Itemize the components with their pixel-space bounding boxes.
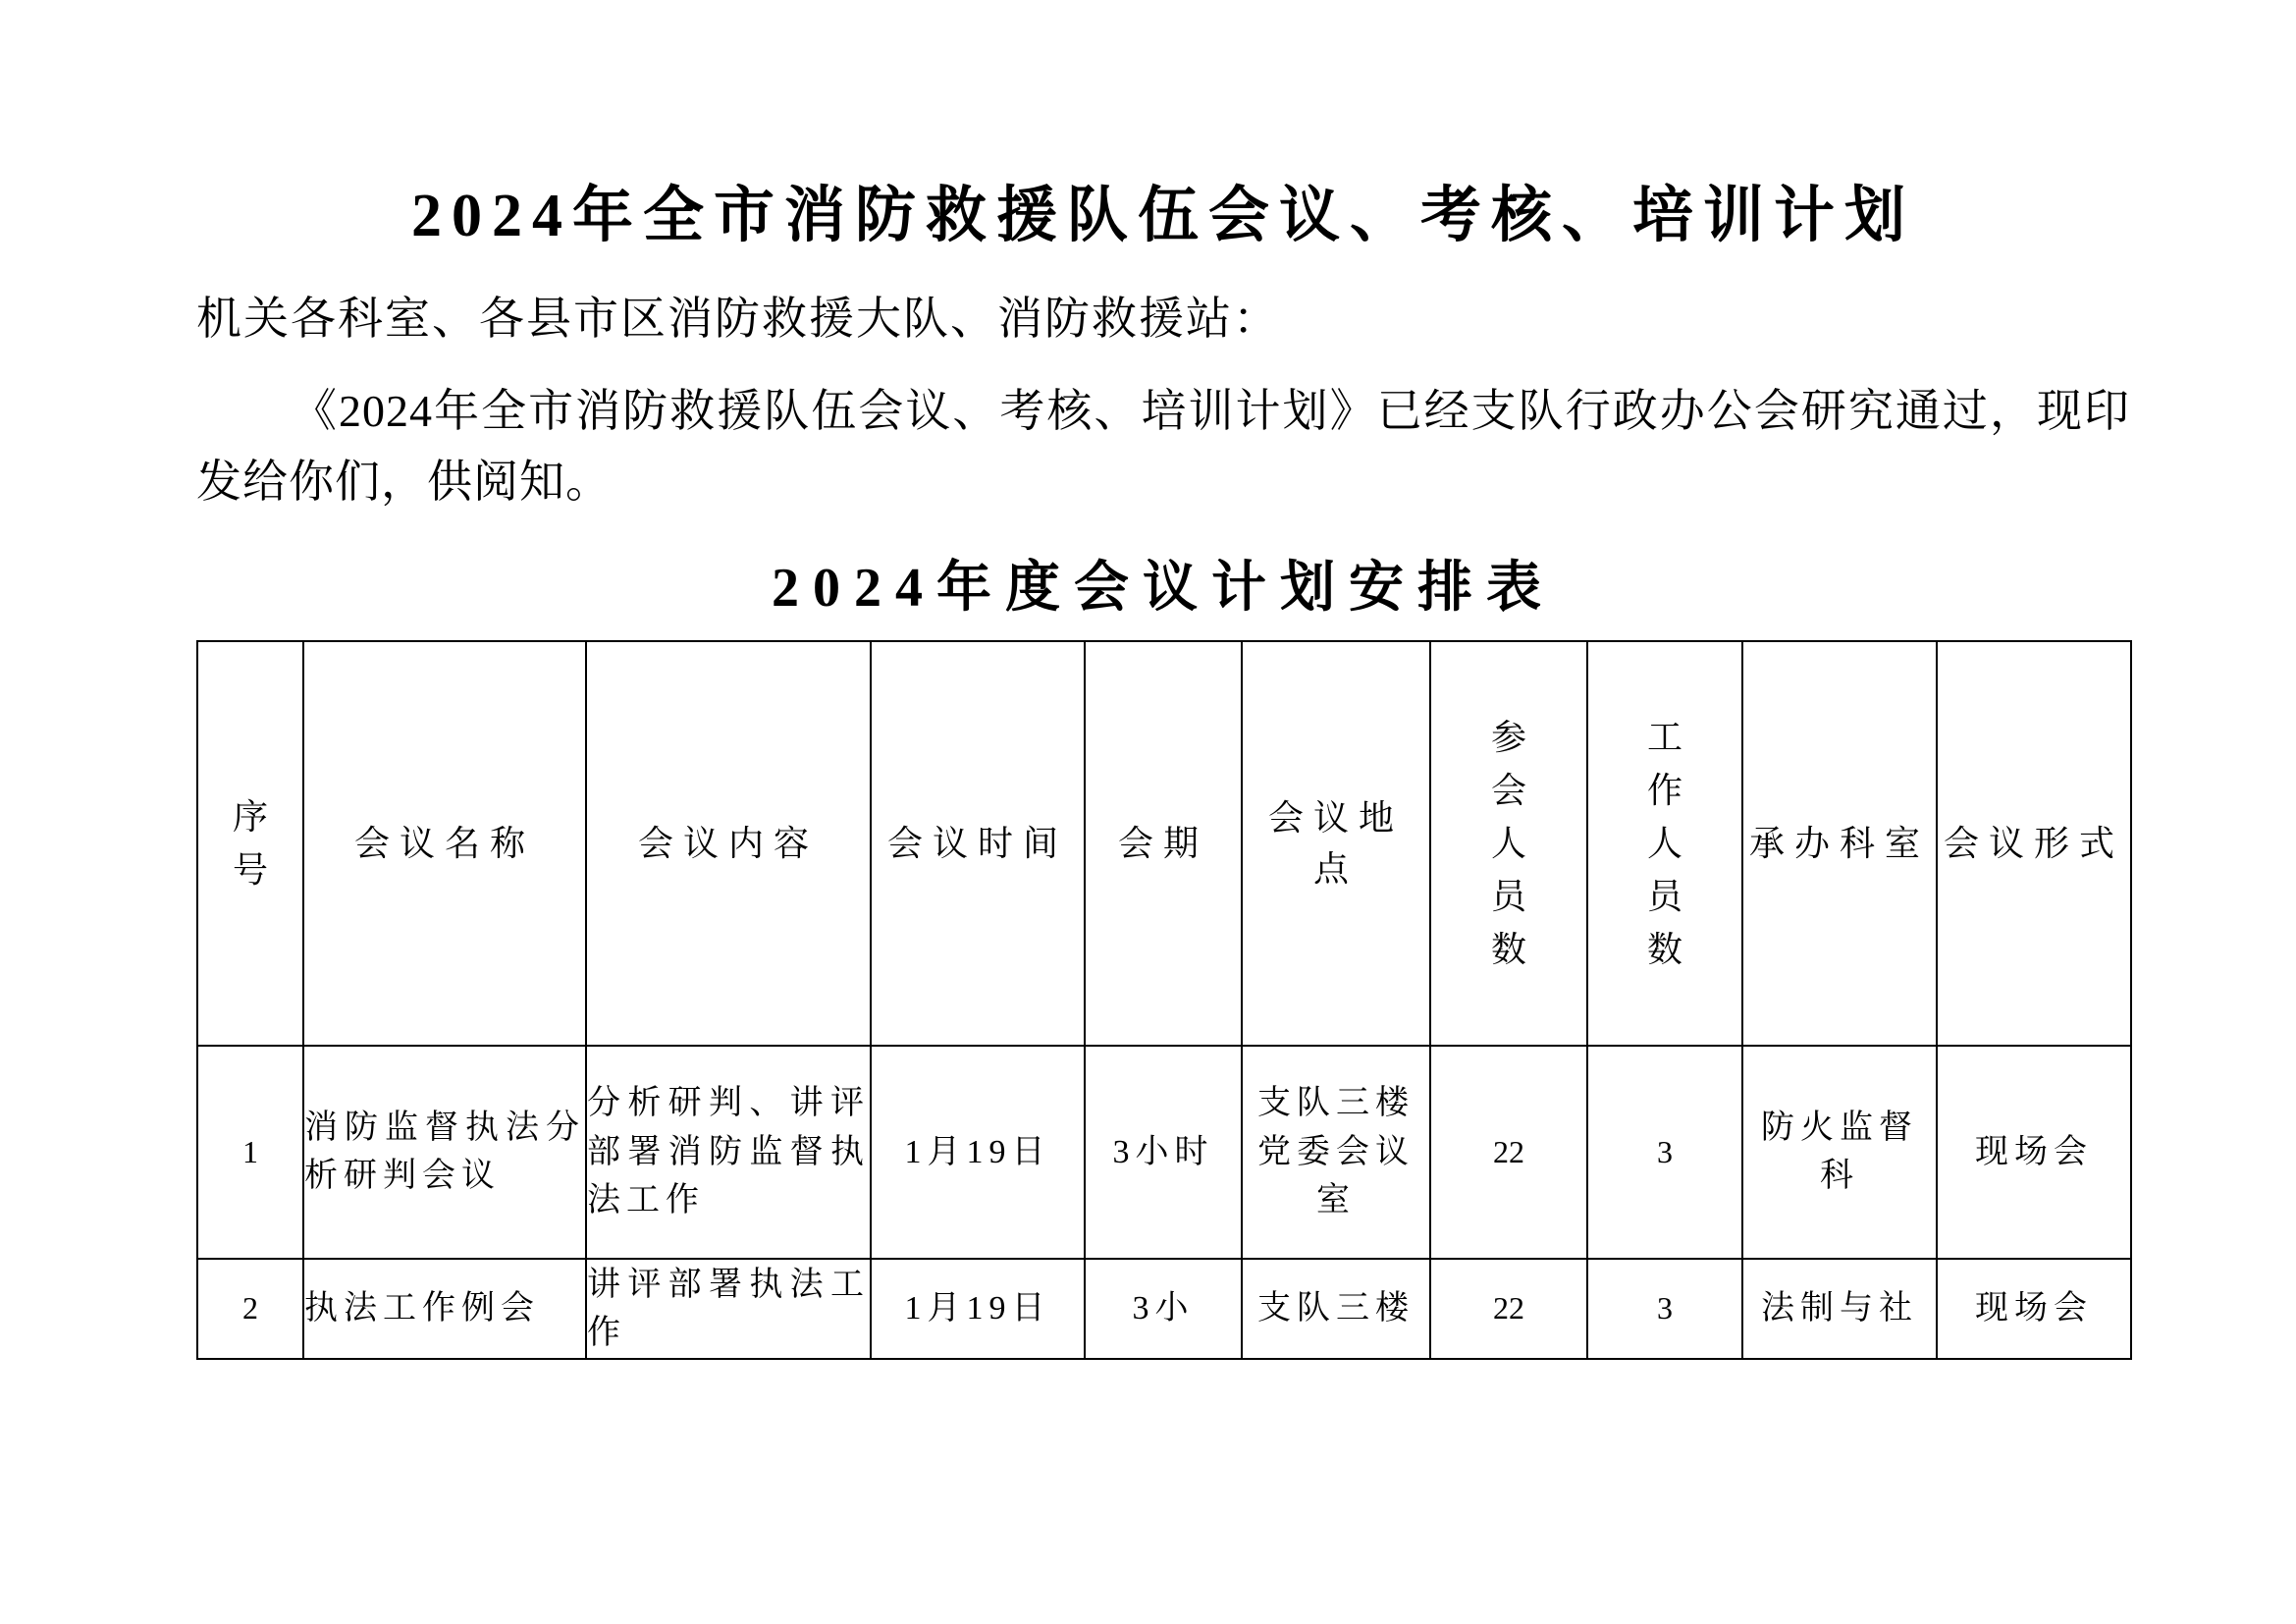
header-char: 数 <box>1646 929 1682 969</box>
cell-attendees: 22 <box>1430 1046 1587 1259</box>
cell-content: 分析研判、讲评部署消防监督执法工作 <box>586 1046 871 1259</box>
table-header-cell-time: 会议时间 <box>871 641 1085 1046</box>
body-paragraph <box>196 376 2130 516</box>
table-header-cell-place: 会议地点 <box>1242 641 1430 1046</box>
header-char: 员 <box>1646 876 1682 916</box>
cell-duration: 3小 <box>1085 1259 1242 1359</box>
body-paragraph-text: 《2024年全市消防救援队伍会议、考核、培训计划》已经支队行政办公会研究通过，现印发给你们，供阅知。 <box>196 386 2130 507</box>
cell-time: 1月19日 <box>871 1046 1085 1259</box>
cell-no: 2 <box>197 1259 303 1359</box>
cell-no: 1 <box>197 1046 303 1259</box>
document-body <box>196 182 2130 1360</box>
cell-department: 法制与社 <box>1742 1259 1937 1359</box>
header-char: 数 <box>1490 929 1526 969</box>
header-char: 员 <box>1490 876 1526 916</box>
header-char: 作 <box>1646 770 1682 810</box>
addressee-line: 机关各科室、各县市区消防救援大队、消防救援站： <box>196 294 1280 345</box>
cell-name: 消防监督执法分析研判会议 <box>303 1046 586 1259</box>
table-header-cell-content: 会议内容 <box>586 641 871 1046</box>
cell-attendees: 22 <box>1430 1259 1587 1359</box>
table-row <box>197 1259 2131 1359</box>
page-title: 2024年全市消防救援队伍会议、考核、培训计划 <box>410 183 1915 249</box>
cell-place: 支队三楼 <box>1242 1259 1430 1359</box>
header-char: 参 <box>1490 717 1526 757</box>
table-header-cell-attendees <box>1430 641 1587 1046</box>
table-row <box>197 1046 2131 1259</box>
header-char: 人 <box>1646 823 1682 863</box>
header-char: 号 <box>232 849 268 890</box>
header-char: 人 <box>1490 823 1526 863</box>
table-header-cell-staff <box>1587 641 1742 1046</box>
table-header-cell-department: 承办科室 <box>1742 641 1937 1046</box>
table-header-cell-name: 会议名称 <box>303 641 586 1046</box>
cell-name: 执法工作例会 <box>303 1259 586 1359</box>
cell-form: 现场会 <box>1937 1259 2131 1359</box>
cell-duration: 3小时 <box>1085 1046 1242 1259</box>
cell-department: 防火监督科 <box>1742 1046 1937 1259</box>
cell-time: 1月19日 <box>871 1259 1085 1359</box>
header-char: 工 <box>1646 717 1682 757</box>
header-char: 会 <box>1490 770 1526 810</box>
table-header-cell-form: 会议形式 <box>1937 641 2131 1046</box>
table-title: 2024年度会议计划安排表 <box>772 557 1555 619</box>
cell-form: 现场会 <box>1937 1046 2131 1259</box>
header-char: 序 <box>232 796 268 837</box>
table-header-cell-no <box>197 641 303 1046</box>
table-header-cell-duration: 会期 <box>1085 641 1242 1046</box>
cell-content: 讲评部署执法工作 <box>586 1259 871 1359</box>
cell-place: 支队三楼党委会议室 <box>1242 1046 1430 1259</box>
cell-staff: 3 <box>1587 1046 1742 1259</box>
table-header-row <box>197 641 2131 1046</box>
cell-staff: 3 <box>1587 1259 1742 1359</box>
meeting-plan-table <box>196 640 2132 1360</box>
